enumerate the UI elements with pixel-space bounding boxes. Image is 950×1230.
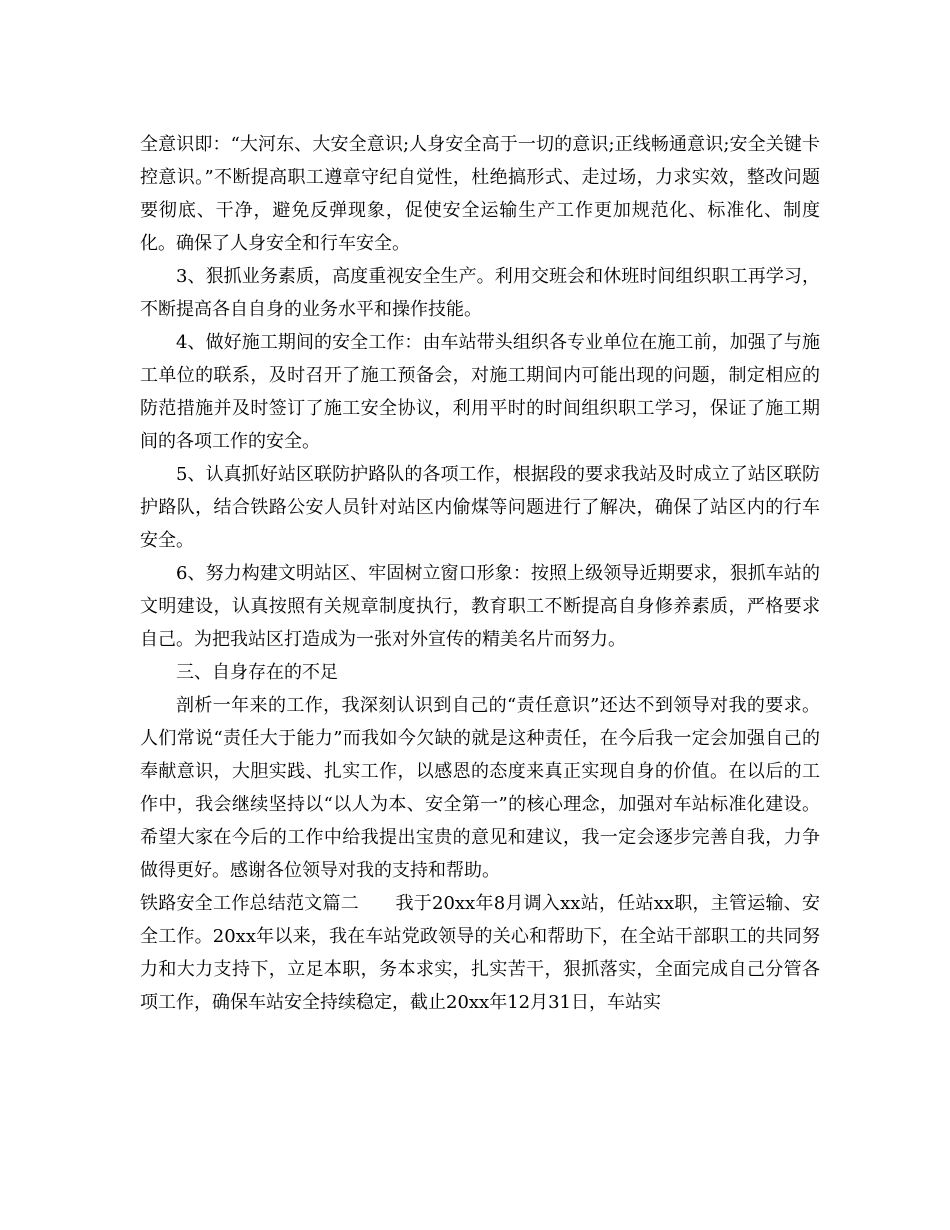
section-heading-shortcomings: 三、自身存在的不足 [176, 662, 338, 683]
paragraph-article-two: 铁路安全工作总结范文篇二 我于20xx年8月调入xx站，任站xx职，主管运输、安全工作。20xx年以来，我在车站党政领导的关心和帮助下，在全站干部职工的共同努力和大力支持下，立足本职，务本求实，扎实苦干，狠抓落实，全面完成自己分管各项工作，确保车站安全持续稳定，截止20xx年12月31日，车站实 [140, 893, 820, 1013]
paragraph-continuation: 全意识即：“大河东、大安全意识;人身安全高于一切的意识;正线畅通意识;安全关键卡控意识。”不断提高职工遵章守纪自觉性，杜绝搞形式、走过场，力求实效，整改问题要彻底、干净，避免反弹现象，促使安全运输生产工作更加规范化、标准化、制度化。确保了人身安全和行车安全。 [140, 134, 820, 254]
paragraph-item-4: 4、做好施工期间的安全工作：由车站带头组织各专业单位在施工前，加强了与施工单位的联系，及时召开了施工预备会，对施工期间内可能出现的问题，制定相应的防范措施并及时签订了施工安全协议，利用平时的时间组织职工学习，保证了施工期间的各项工作的安全。 [140, 332, 820, 452]
paragraph-item-6: 6、努力构建文明站区、牢固树立窗口形象：按照上级领导近期要求，狠抓车站的文明建设，认真按照有关规章制度执行，教育职工不断提高自身修养素质，严格要求自己。为把我站区打造成为一张对外宣传的精美名片而努力。 [140, 563, 820, 650]
document-body [140, 128, 820, 1019]
paragraph-item-5: 5、认真抓好站区联防护路队的各项工作，根据段的要求我站及时成立了站区联防护路队，结合铁路公安人员针对站区内偷煤等问题进行了解决，确保了站区内的行车安全。 [140, 464, 820, 551]
paragraph-item-3: 3、狠抓业务素质，高度重视安全生产。利用交班会和休班时间组织职工再学习，不断提高各自自身的业务水平和操作技能。 [140, 266, 820, 320]
paragraph-shortcomings: 剖析一年来的工作，我深刻认识到自己的“责任意识”还达不到领导对我的要求。人们常说“责任大于能力”而我如今欠缺的就是这种责任，在今后我一定会加强自己的奉献意识，大胆实践、扎实工作，以感恩的态度来真正实现自身的价值。在以后的工作中，我会继续坚持以“以人为本、安全第一”的核心理念，加强对车站标准化建设。希望大家在今后的工作中给我提出宝贵的意见和建议，我一定会逐步完善自我，力争做得更好。感谢各位领导对我的支持和帮助。 [140, 695, 820, 881]
